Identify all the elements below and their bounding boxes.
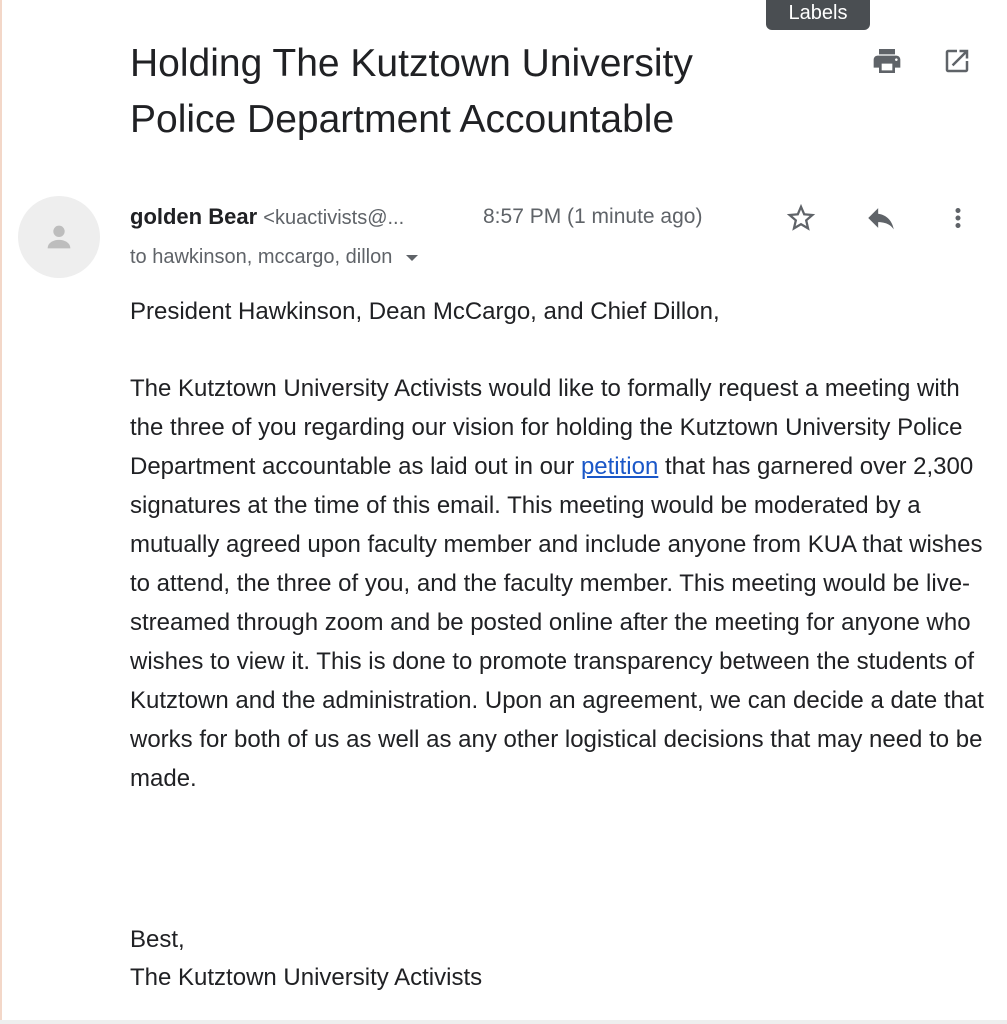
body-text-before-link: The Kutztown University Activists would like to formally request a meeting with the three of you regarding our vision for holding the Kutztown University Police Department accountable as laid out in our <box>130 375 963 480</box>
recipients-line <box>130 242 418 272</box>
email-signature: The Kutztown University Activists <box>130 964 483 991</box>
reply-icon <box>864 201 898 235</box>
labels-tooltip <box>766 0 870 30</box>
page-bottom-edge <box>0 1020 1007 1024</box>
email-body-paragraph <box>130 369 990 798</box>
star-outline-icon <box>784 201 818 235</box>
sender-avatar[interactable] <box>18 196 100 278</box>
subject-line-2: Police Department Accountable <box>130 98 675 141</box>
email-greeting: President Hawkinson, Dean McCargo, and Chief Dillon, <box>130 298 720 325</box>
body-text-after-link: that has garnered over 2,300 signatures at the time of this email. This meeting would be moderated by a mutually agreed upon faculty member and include anyone from KUA that wishes to attend, the three of you, and the faculty member. This meeting would be live-streamed through zoom and be posted online after the meeting for anyone who wishes to view it. This is done to promote transparency between the students of Kutztown and the administration. Upon an agreement, we can decide a date that works for both of us as well as any other logistical decisions that may need to be made. <box>130 453 984 792</box>
sender-name[interactable]: golden Bear <box>130 204 258 229</box>
caret-down-icon[interactable] <box>406 255 418 261</box>
more-options-button[interactable] <box>938 196 978 240</box>
reply-button[interactable] <box>858 198 904 238</box>
more-vert-icon <box>943 200 973 236</box>
sender-email: <kuactivists@... <box>263 207 405 229</box>
recipients-text: to hawkinson, mccargo, dillon <box>130 246 393 268</box>
subject-line-1: Holding The Kutztown University <box>130 42 693 85</box>
email-subject <box>130 36 830 148</box>
print-button[interactable] <box>866 40 908 82</box>
petition-link[interactable]: petition <box>580 453 659 480</box>
open-in-new-icon <box>942 46 972 76</box>
star-button[interactable] <box>778 198 824 238</box>
email-closing: Best, <box>130 926 185 953</box>
sender-line <box>130 202 404 233</box>
open-in-new-window-button[interactable] <box>936 40 978 82</box>
email-timestamp: 8:57 PM (1 minute ago) <box>483 205 703 228</box>
page-left-edge <box>0 0 2 1024</box>
labels-tooltip-text: Labels <box>788 2 848 24</box>
person-icon <box>42 220 76 254</box>
print-icon <box>870 45 904 77</box>
